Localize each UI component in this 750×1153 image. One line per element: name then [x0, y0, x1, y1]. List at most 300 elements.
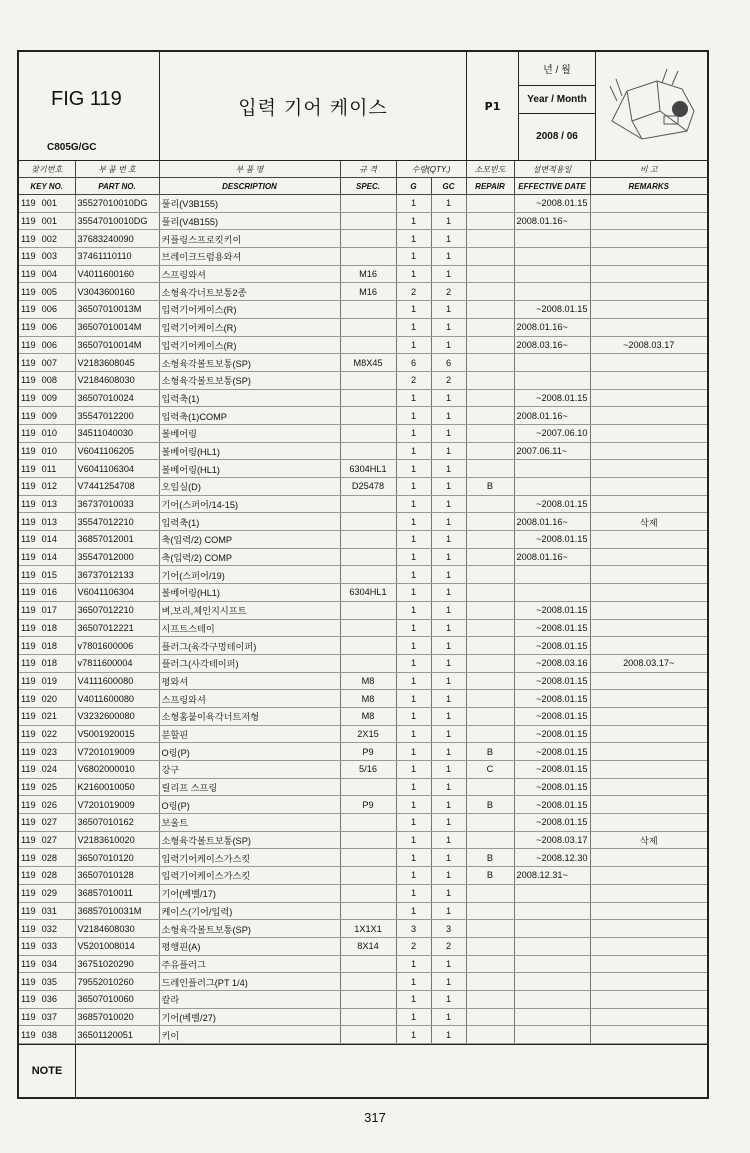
- remarks-cell: [590, 743, 707, 761]
- key-cell: [19, 195, 75, 213]
- repair-cell: [466, 230, 514, 248]
- fig-ref: 119: [21, 428, 36, 439]
- key-number: 009: [41, 392, 57, 403]
- spec-cell: [340, 654, 396, 672]
- fig-ref: 119: [21, 728, 36, 739]
- description-cell: 스프링와셔: [159, 265, 340, 283]
- col-eff-en: EFFECTIVE DATE: [514, 178, 590, 195]
- qty-gc-cell: 6: [431, 354, 466, 372]
- part-number-cell: 36507010024: [75, 389, 159, 407]
- description-cell: 커플링스프로킷키이: [159, 230, 340, 248]
- qty-gc-cell: 1: [431, 973, 466, 991]
- part-number-cell: 36507012221: [75, 619, 159, 637]
- qty-g-cell: 1: [396, 637, 431, 655]
- effective-date-cell: 2007.06.11~: [514, 442, 590, 460]
- qty-gc-cell: 1: [431, 1026, 466, 1044]
- part-number-cell: V7201019009: [75, 743, 159, 761]
- key-number: 001: [41, 216, 57, 227]
- part-number-cell: v7811600004: [75, 654, 159, 672]
- table-row: [19, 460, 707, 478]
- qty-g-cell: 1: [396, 884, 431, 902]
- qty-g-cell: 1: [396, 654, 431, 672]
- part-number-cell: 36737012133: [75, 566, 159, 584]
- description-cell: 입력기어케이스가스킷: [159, 849, 340, 867]
- fig-ref: 119: [21, 375, 36, 386]
- effective-date-cell: [514, 354, 590, 372]
- remarks-cell: [590, 424, 707, 442]
- key-cell: [19, 761, 75, 779]
- description-cell: 기어(베벨/27): [159, 1008, 340, 1026]
- effective-date-cell: [514, 460, 590, 478]
- key-cell: [19, 248, 75, 266]
- key-cell: [19, 531, 75, 549]
- key-number: 028: [41, 870, 57, 881]
- key-number: 005: [41, 286, 57, 297]
- remarks-cell: 2008.03.17~: [590, 654, 707, 672]
- table-row: [19, 318, 707, 336]
- repair-cell: [466, 336, 514, 354]
- description-cell: 브레이크드럼용와셔: [159, 248, 340, 266]
- col-repair-ko: 소모빈도: [466, 161, 514, 178]
- qty-gc-cell: 1: [431, 389, 466, 407]
- description-cell: 풀리(V4B155): [159, 212, 340, 230]
- remarks-cell: [590, 690, 707, 708]
- spec-cell: [340, 831, 396, 849]
- key-cell: [19, 796, 75, 814]
- key-number: 027: [41, 817, 57, 828]
- key-cell: [19, 495, 75, 513]
- col-part-ko: 부 품 번 호: [75, 161, 159, 178]
- effective-date-cell: ~2008.01.15: [514, 601, 590, 619]
- spec-cell: 8X14: [340, 937, 396, 955]
- repair-cell: [466, 442, 514, 460]
- qty-g-cell: 1: [396, 566, 431, 584]
- key-cell: [19, 619, 75, 637]
- part-number-cell: V2183610020: [75, 831, 159, 849]
- col-qty-g: G: [396, 178, 431, 195]
- fig-ref: 119: [21, 410, 36, 421]
- remarks-cell: [590, 301, 707, 319]
- part-number-cell: 36501120051: [75, 1026, 159, 1044]
- key-cell: [19, 849, 75, 867]
- col-part-en: PART NO.: [75, 178, 159, 195]
- qty-gc-cell: 1: [431, 212, 466, 230]
- part-number-cell: 37461110110: [75, 248, 159, 266]
- key-cell: [19, 424, 75, 442]
- qty-g-cell: 1: [396, 849, 431, 867]
- repair-cell: [466, 920, 514, 938]
- qty-g-cell: 2: [396, 937, 431, 955]
- effective-date-cell: [514, 1008, 590, 1026]
- part-number-cell: 36737010033: [75, 495, 159, 513]
- table-row: [19, 778, 707, 796]
- description-cell: O링(P): [159, 796, 340, 814]
- key-number: 010: [41, 428, 57, 439]
- qty-g-cell: 1: [396, 584, 431, 602]
- fig-ref: 119: [21, 445, 36, 456]
- key-cell: [19, 973, 75, 991]
- table-row: [19, 424, 707, 442]
- remarks-cell: [590, 478, 707, 496]
- qty-g-cell: 1: [396, 230, 431, 248]
- remarks-cell: [590, 248, 707, 266]
- description-cell: 소형육각볼트보통(SP): [159, 354, 340, 372]
- spec-cell: [340, 1008, 396, 1026]
- key-cell: [19, 707, 75, 725]
- spec-cell: [340, 601, 396, 619]
- description-cell: 기어(스퍼어/14-15): [159, 495, 340, 513]
- date-label-ko: 년 / 월: [543, 65, 571, 77]
- key-number: 020: [41, 693, 57, 704]
- part-number-cell: 35527010010DG: [75, 195, 159, 213]
- spec-cell: 6304HL1: [340, 460, 396, 478]
- qty-gc-cell: 1: [431, 867, 466, 885]
- description-cell: 소형홈붙이육각너트저형: [159, 707, 340, 725]
- table-row: [19, 248, 707, 266]
- description-cell: 강구: [159, 761, 340, 779]
- effective-date-cell: [514, 937, 590, 955]
- remarks-cell: [590, 548, 707, 566]
- description-cell: 칼라: [159, 990, 340, 1008]
- fig-ref: 119: [21, 339, 36, 350]
- fig-ref: 119: [21, 782, 36, 793]
- fig-ref: 119: [21, 640, 36, 651]
- remarks-cell: [590, 495, 707, 513]
- table-row: [19, 265, 707, 283]
- spec-cell: [340, 637, 396, 655]
- effective-date-cell: ~2008.01.15: [514, 778, 590, 796]
- key-cell: [19, 955, 75, 973]
- table-row: [19, 955, 707, 973]
- qty-g-cell: 1: [396, 478, 431, 496]
- effective-date-cell: [514, 230, 590, 248]
- table-row: [19, 690, 707, 708]
- effective-date-cell: ~2008.01.15: [514, 725, 590, 743]
- col-key-en: KEY NO.: [19, 178, 75, 195]
- table-row: [19, 902, 707, 920]
- qty-gc-cell: 1: [431, 761, 466, 779]
- repair-cell: [466, 513, 514, 531]
- effective-date-cell: 2008.01.16~: [514, 212, 590, 230]
- effective-date-cell: 2008.01.16~: [514, 548, 590, 566]
- table-row: [19, 371, 707, 389]
- description-cell: 기어(스퍼어/19): [159, 566, 340, 584]
- repair-cell: [466, 601, 514, 619]
- table-row: [19, 548, 707, 566]
- key-number: 010: [41, 445, 57, 456]
- note-box: [19, 1044, 707, 1097]
- fig-ref: 119: [21, 198, 36, 209]
- col-desc-ko: 부 품 명: [159, 161, 340, 178]
- part-number-cell: 36507012210: [75, 601, 159, 619]
- table-row: [19, 725, 707, 743]
- remarks-cell: [590, 761, 707, 779]
- key-cell: [19, 672, 75, 690]
- qty-g-cell: 1: [396, 531, 431, 549]
- remarks-cell: 삭제: [590, 831, 707, 849]
- description-cell: 드레인플러그(PT 1/4): [159, 973, 340, 991]
- effective-date-cell: ~2008.12.30: [514, 849, 590, 867]
- qty-gc-cell: 1: [431, 442, 466, 460]
- remarks-cell: [590, 195, 707, 213]
- part-number-cell: V6802000010: [75, 761, 159, 779]
- table-row: [19, 849, 707, 867]
- table-row: [19, 672, 707, 690]
- effective-date-cell: [514, 884, 590, 902]
- description-cell: 입력기어케이스가스킷: [159, 867, 340, 885]
- key-number: 016: [41, 587, 57, 598]
- fig-ref: 119: [21, 923, 36, 934]
- key-number: 015: [41, 569, 57, 580]
- part-number-cell: V4011600080: [75, 690, 159, 708]
- effective-date-cell: ~2008.01.15: [514, 637, 590, 655]
- qty-gc-cell: 1: [431, 778, 466, 796]
- qty-g-cell: 2: [396, 283, 431, 301]
- key-number: 013: [41, 516, 57, 527]
- table-row: [19, 743, 707, 761]
- effective-date-cell: [514, 990, 590, 1008]
- fig-ref: 119: [21, 905, 36, 916]
- key-cell: [19, 336, 75, 354]
- spec-cell: [340, 531, 396, 549]
- key-number: 018: [41, 658, 57, 669]
- key-number: 032: [41, 923, 57, 934]
- qty-g-cell: 1: [396, 212, 431, 230]
- remarks-cell: [590, 1008, 707, 1026]
- description-cell: 분할핀: [159, 725, 340, 743]
- spec-cell: [340, 884, 396, 902]
- col-qty-gc: GC: [431, 178, 466, 195]
- fig-ref: 119: [21, 357, 36, 368]
- description-cell: 케이스(기어/입력): [159, 902, 340, 920]
- key-cell: [19, 212, 75, 230]
- qty-g-cell: 1: [396, 513, 431, 531]
- effective-date-cell: ~2008.01.15: [514, 195, 590, 213]
- effective-date-cell: ~2008.01.15: [514, 495, 590, 513]
- remarks-cell: [590, 973, 707, 991]
- repair-cell: B: [466, 849, 514, 867]
- qty-g-cell: 1: [396, 548, 431, 566]
- parts-sheet: [17, 50, 709, 1099]
- part-number-cell: 36751020290: [75, 955, 159, 973]
- key-number: 013: [41, 499, 57, 510]
- remarks-cell: [590, 354, 707, 372]
- remarks-cell: [590, 637, 707, 655]
- repair-cell: [466, 371, 514, 389]
- key-cell: [19, 1008, 75, 1026]
- fig-ref: 119: [21, 799, 36, 810]
- key-number: 023: [41, 746, 57, 757]
- effective-date-cell: [514, 1026, 590, 1044]
- qty-gc-cell: 1: [431, 743, 466, 761]
- effective-date-cell: [514, 973, 590, 991]
- key-number: 037: [41, 1011, 57, 1022]
- table-row: [19, 619, 707, 637]
- description-cell: 소형육각볼트보통(SP): [159, 371, 340, 389]
- qty-gc-cell: 1: [431, 495, 466, 513]
- remarks-cell: [590, 725, 707, 743]
- table-row: [19, 230, 707, 248]
- description-cell: 입력축(1): [159, 513, 340, 531]
- part-number-cell: V5201008014: [75, 937, 159, 955]
- table-row: [19, 831, 707, 849]
- spec-cell: [340, 442, 396, 460]
- effective-date-cell: ~2008.01.15: [514, 707, 590, 725]
- fig-ref: 119: [21, 605, 36, 616]
- description-cell: 평와셔: [159, 672, 340, 690]
- description-cell: 평행핀(A): [159, 937, 340, 955]
- effective-date-cell: 2008.12.31~: [514, 867, 590, 885]
- key-cell: [19, 371, 75, 389]
- fig-ref: 119: [21, 764, 36, 775]
- qty-g-cell: 1: [396, 407, 431, 425]
- spec-cell: [340, 548, 396, 566]
- description-cell: 축(입력/2) COMP: [159, 548, 340, 566]
- description-cell: 오일실(D): [159, 478, 340, 496]
- repair-cell: [466, 814, 514, 832]
- part-number-cell: 36507010120: [75, 849, 159, 867]
- table-row: [19, 654, 707, 672]
- description-cell: 입력축(1): [159, 389, 340, 407]
- remarks-cell: [590, 672, 707, 690]
- table-row: [19, 637, 707, 655]
- qty-gc-cell: 1: [431, 584, 466, 602]
- qty-gc-cell: 1: [431, 990, 466, 1008]
- col-key-ko: 찾기번호: [19, 161, 75, 178]
- key-number: 021: [41, 711, 57, 722]
- key-number: 006: [41, 322, 57, 333]
- part-number-cell: V6041106205: [75, 442, 159, 460]
- qty-g-cell: 1: [396, 902, 431, 920]
- part-number-cell: 36857010031M: [75, 902, 159, 920]
- description-cell: 소형육각볼트보통(SP): [159, 920, 340, 938]
- repair-cell: [466, 778, 514, 796]
- col-rem-ko: 비 고: [590, 161, 707, 178]
- key-cell: [19, 867, 75, 885]
- remarks-cell: [590, 265, 707, 283]
- fig-ref: 119: [21, 534, 36, 545]
- qty-g-cell: 1: [396, 460, 431, 478]
- table-row: [19, 336, 707, 354]
- description-cell: 시프트스테이: [159, 619, 340, 637]
- remarks-cell: [590, 814, 707, 832]
- description-cell: 볼베어링(HL1): [159, 442, 340, 460]
- fig-number: FIG 119: [51, 88, 122, 110]
- table-row: [19, 1008, 707, 1026]
- fig-ref: 119: [21, 870, 36, 881]
- fig-ref: 119: [21, 941, 36, 952]
- key-number: 018: [41, 640, 57, 651]
- key-number: 006: [41, 339, 57, 350]
- key-number: 011: [41, 463, 57, 474]
- fig-box: [19, 52, 160, 160]
- qty-g-cell: 1: [396, 195, 431, 213]
- repair-cell: [466, 531, 514, 549]
- key-number: 001: [41, 198, 57, 209]
- table-row: [19, 212, 707, 230]
- col-spec-en: SPEC.: [340, 178, 396, 195]
- key-number: 014: [41, 534, 57, 545]
- qty-gc-cell: 1: [431, 301, 466, 319]
- description-cell: 키이: [159, 1026, 340, 1044]
- qty-gc-cell: 1: [431, 814, 466, 832]
- date-label-en: Year / Month: [519, 85, 595, 114]
- key-cell: [19, 442, 75, 460]
- spec-cell: 5/16: [340, 761, 396, 779]
- table-row: [19, 761, 707, 779]
- qty-g-cell: 1: [396, 318, 431, 336]
- qty-gc-cell: 1: [431, 831, 466, 849]
- key-number: 027: [41, 835, 57, 846]
- spec-cell: [340, 973, 396, 991]
- qty-gc-cell: 1: [431, 725, 466, 743]
- description-cell: 소형육각너트보통2종: [159, 283, 340, 301]
- remarks-cell: [590, 990, 707, 1008]
- qty-gc-cell: 2: [431, 937, 466, 955]
- spec-cell: [340, 849, 396, 867]
- fig-ref: 119: [21, 675, 36, 686]
- fig-ref: 119: [21, 888, 36, 899]
- date-value: 2008 / 06: [536, 131, 578, 143]
- spec-cell: [340, 301, 396, 319]
- effective-date-cell: [514, 955, 590, 973]
- repair-cell: [466, 672, 514, 690]
- qty-gc-cell: 1: [431, 460, 466, 478]
- repair-cell: [466, 318, 514, 336]
- description-cell: 볼베어링(HL1): [159, 460, 340, 478]
- key-number: 036: [41, 994, 57, 1005]
- repair-cell: B: [466, 743, 514, 761]
- qty-gc-cell: 1: [431, 690, 466, 708]
- qty-gc-cell: 1: [431, 531, 466, 549]
- part-number-cell: 35547012200: [75, 407, 159, 425]
- key-number: 029: [41, 888, 57, 899]
- key-number: 009: [41, 410, 57, 421]
- table-row: [19, 407, 707, 425]
- part-number-cell: 36507010014M: [75, 336, 159, 354]
- table-row: [19, 990, 707, 1008]
- qty-gc-cell: 1: [431, 654, 466, 672]
- qty-gc-cell: 1: [431, 672, 466, 690]
- spec-cell: [340, 1026, 396, 1044]
- table-row: [19, 796, 707, 814]
- qty-g-cell: 1: [396, 955, 431, 973]
- repair-cell: [466, 584, 514, 602]
- fig-ref: 119: [21, 251, 36, 262]
- key-cell: [19, 937, 75, 955]
- effective-date-cell: ~2008.01.15: [514, 672, 590, 690]
- repair-cell: [466, 407, 514, 425]
- qty-g-cell: 1: [396, 601, 431, 619]
- part-number-cell: 36857010020: [75, 1008, 159, 1026]
- description-cell: 축(입력/2) COMP: [159, 531, 340, 549]
- qty-gc-cell: 1: [431, 884, 466, 902]
- repair-cell: [466, 389, 514, 407]
- table-row: [19, 884, 707, 902]
- spec-cell: 2X15: [340, 725, 396, 743]
- part-number-cell: V2183608045: [75, 354, 159, 372]
- spec-cell: M8X45: [340, 354, 396, 372]
- key-number: 026: [41, 799, 57, 810]
- key-cell: [19, 778, 75, 796]
- part-number-cell: V7201019009: [75, 796, 159, 814]
- effective-date-cell: [514, 566, 590, 584]
- effective-date-cell: ~2008.01.15: [514, 796, 590, 814]
- key-number: 003: [41, 251, 57, 262]
- qty-g-cell: 1: [396, 831, 431, 849]
- remarks-cell: [590, 937, 707, 955]
- effective-date-cell: ~2008.01.15: [514, 531, 590, 549]
